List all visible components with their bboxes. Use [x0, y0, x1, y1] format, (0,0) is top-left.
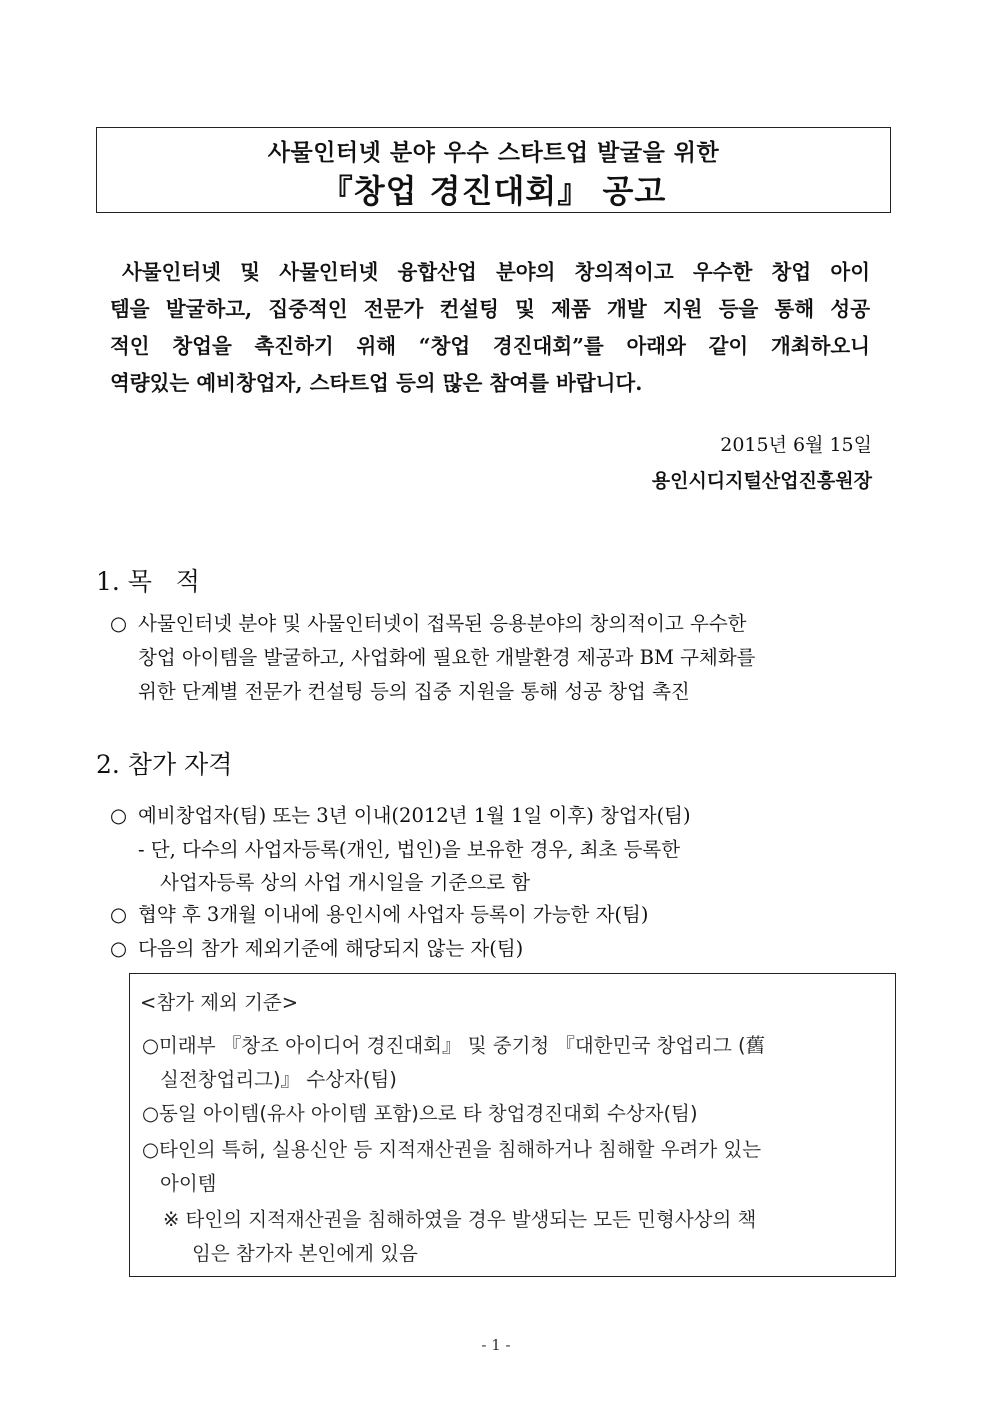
title-line-1: 사물인터넷 분야 우수 스타트업 발굴을 위한: [267, 140, 720, 166]
section-2-item-3-text: 다음의 참가 제외기준에 해당되지 않는 자(팀): [138, 937, 524, 960]
organization-name: 용인시디지털산업진흥원장: [651, 470, 872, 492]
title-line-2: 『창업 경진대회』 공고: [320, 172, 667, 210]
bullet-marker: ○: [110, 612, 128, 635]
intro-paragraph: [110, 254, 870, 402]
exclusion-item-2: [142, 1098, 698, 1126]
bullet-marker: ○: [142, 1034, 160, 1057]
section-1-bullet: [110, 607, 756, 709]
exclusion-item-2-text: 동일 아이템(유사 아이템 포함)으로 타 창업경진대회 수상자(팀): [159, 1102, 698, 1125]
section-1-line: 창업 아이템을 발굴하고, 사업화에 필요한 개발환경 제공과 BM 구체화를: [138, 646, 756, 669]
section-1-line: 사물인터넷 분야 및 사물인터넷이 접목된 응용분야의 창의적이고 우수한: [138, 612, 747, 635]
page-number: - 1 -: [481, 1336, 511, 1354]
title-box: [96, 127, 891, 213]
intro-line: 템을 발굴하고, 집중적인 전문가 컨설팅 및 제품 개발 지원 등을 통해 성공: [110, 297, 870, 321]
bullet-marker: ○: [110, 903, 128, 926]
exclusion-criteria-box: [129, 973, 896, 1277]
exclusion-item-3-line-1: 타인의 특허, 실용신안 등 지적재산권을 침해하거나 침해할 우려가 있는: [159, 1138, 762, 1161]
exclusion-item-3-line-2: 아이템: [160, 1172, 217, 1195]
section-2-heading: 2. 참가 자격: [96, 750, 233, 779]
exclusion-item-1-line-1: 미래부 『창조 아이디어 경진대회』 및 중기청 『대한민국 창업리그 (舊: [159, 1034, 766, 1057]
section-2-item-1-text: 예비창업자(팀) 또는 3년 이내(2012년 1월 1일 이후) 창업자(팀): [138, 804, 691, 827]
exclusion-item-1-line-2: 실전창업리그)』 수상자(팀): [160, 1068, 397, 1091]
section-2-item-2: [110, 898, 648, 932]
bullet-marker: ○: [142, 1102, 160, 1125]
bullet-marker: ○: [110, 804, 128, 827]
exclusion-note-line-1: ※ 타인의 지적재산권을 침해하였을 경우 발생되는 모든 민형사상의 책: [163, 1208, 757, 1231]
section-2-item-1: [110, 799, 691, 833]
section-2-item-3: [110, 932, 523, 966]
announcement-date: 2015년 6월 15일: [720, 434, 872, 456]
bullet-marker: ○: [110, 937, 128, 960]
exclusion-note-line-2: 임은 참가자 본인에게 있음: [192, 1242, 418, 1265]
section-1-heading: 1. 목 적: [96, 567, 200, 596]
intro-line: 역량있는 예비창업자, 스타트업 등의 많은 참여를 바랍니다.: [110, 371, 643, 395]
exclusion-heading: <참가 제외 기준>: [140, 991, 299, 1014]
section-2-item-2-text: 협약 후 3개월 이내에 용인시에 사업자 등록이 가능한 자(팀): [138, 903, 649, 926]
intro-line: 사물인터넷 및 사물인터넷 융합산업 분야의 창의적이고 우수한 창업 아이: [122, 260, 870, 284]
exclusion-item-3: [142, 1134, 761, 1162]
bullet-marker: ○: [142, 1138, 160, 1161]
exclusion-item-1: [142, 1030, 765, 1058]
section-1-line: 위한 단계별 전문가 컨설팅 등의 집중 지원을 통해 성공 창업 촉진: [138, 680, 690, 703]
section-2-sub-line-1: - 단, 다수의 사업자등록(개인, 법인)을 보유한 경우, 최초 등록한: [138, 838, 681, 861]
section-2-sub-line-2: 사업자등록 상의 사업 개시일을 기준으로 함: [160, 871, 531, 894]
intro-line: 적인 창업을 촉진하기 위해 “창업 경진대회”를 아래와 같이 개최하오니: [110, 334, 870, 358]
